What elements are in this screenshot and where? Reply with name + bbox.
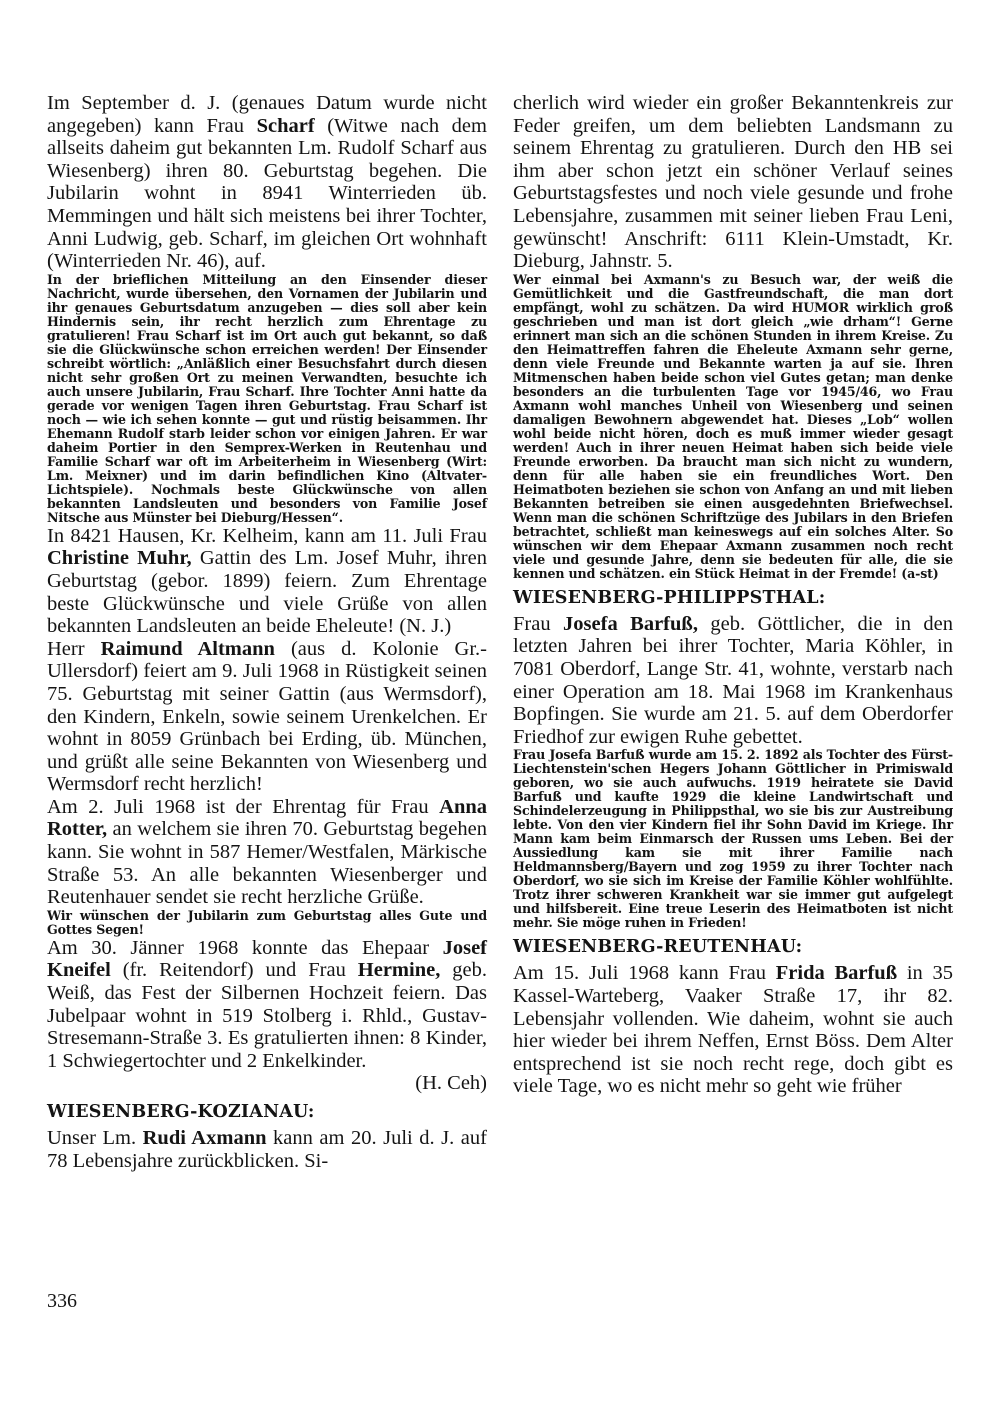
article-text: (Witwe nach dem allseits daheim gut bekannten Lm. Rudolf Scharf aus Wiesenberg) ihren 80. Geburtstag begehen. Die Jubilarin wohnt in 8941 Winterrieden üb. Memmingen und hält sich meistens bei ihrer Tochter, Anni Ludwig, geb. Scharf, im gleichen Ort wohnhaft (Winterrieden Nr. 46), auf. — [47, 114, 487, 273]
heading-philippsthal: WIESENBERG-PHILIPPSTHAL: — [513, 587, 826, 608]
note-axmann: Wer einmal bei Axmann's zu Besuch war, der weiß die Gemütlichkeit und die Gastfreundschaft, die man dort empfängt, wohl zu schätzen. Da wird HUMOR wirklich groß geschrieben und man ist dort gleich „wie drham“! Gerne erinnert man sich an die schönen Stunden in ihrem Kreise. Zu den Heimattreffen fahren die Eheleute Axmann sehr gerne, denn viele Freunde und Bekannte warten ja auf sie. Ihren Mitmenschen haben beide schon viel Gutes getan; man denke besonders an die turbulenten Tage vor 1945/46, wo Frau Axmann wohl manches Unheil von Wiesenberg und seinen damaligen Bewohnern abgewendet hat. Dieses „Lob“ wollen wohl beide nicht hören, doch es muß immer wieder gesagt werden! Auch in ihrer neuen Heimat haben sich beide viele Freunde erworben. Da braucht man sich nicht zu wundern, denn für alle haben sie ein freundliches Wort. Den Heimatboten beziehen sie schon von Anfang an und mit lieben Bekannten betreiben sie einen ausgedehnten Briefwechsel. Wenn man die schönen Schriftzüge des Jubilars in den Briefen betrachtet, schließt man keineswegs auf ein solches Alter. So wünschen wir dem Ehepaar Axmann zusammen noch recht viele und gesunde Jahre, denn sie bedeuten für alle, die sie kennen und schätzen. ein Stück Heimat in der Fremde! (a-st) — [513, 271, 953, 581]
article-text: an welchem sie ihren 70. Geburtstag begehen kann. Sie wohnt in 587 Hemer/Westfalen, Märkische Straße 53. An alle bekannten Wiesenberger und Reutenhauer sendet sie recht herzliche Grüße. — [47, 818, 487, 909]
person-name: Hermine, — [357, 959, 441, 982]
page-number: 336 — [47, 1290, 77, 1312]
article-text: Unser Lm. — [47, 1127, 143, 1149]
right-column — [513, 92, 953, 1098]
person-name: Christine Muhr, — [47, 547, 192, 570]
article-text: Im September d. J. (genaues Datum wurde nicht angegeben) kann Frau — [47, 92, 487, 137]
article-text: Am 30. Jänner 1968 konnte das Ehepaar — [47, 936, 443, 959]
article-text: (fr. Reitendorf) und Frau — [110, 959, 358, 982]
article-scharf — [47, 92, 487, 273]
article-text: geb. Weiß, das Fest der Silbernen Hochzeit feiern. Das Jubelpaar wohnt in 519 Stolberg i. Rhld., Gustav-Stresemann-Straße 3. Es gratulierten ihnen: 8 Kinder, 1 Schwiegertochter und 2 Enkelkinder. — [47, 959, 487, 1072]
article-text: Frau — [513, 612, 564, 635]
person-name: Josefa Barfuß, — [563, 612, 698, 635]
article-text: geb. Göttlicher, die in den letzten Jahren bei ihrer Tochter, Maria Köhler, in 7081 Oberdorf, Lange Str. 41, wohnte, verstarb nach einer Operation am 18. Mai 1968 im Krankenhaus Bopfingen. Sie wurde am 21. 5. auf dem Oberdorfer Friedhof zur ewigen Ruhe gebettet. — [513, 612, 954, 748]
article-text: kann am 20. Juli d. J. auf 78 Lebensjahre zurückblicken. Si- — [47, 1127, 487, 1172]
article-text: Gattin des Lm. Josef Muhr, ihren Geburtstag (gebor. 1899) feiern. Zum Ehrentage beste Glückwünsche und viele Grüße von allen bekannten Landsleuten an beide Eheleute! (N. J.) — [47, 547, 487, 638]
article-text: (aus d. Kolonie Gr.-Ullersdorf) feiert am 9. Juli 1968 in Rüstigkeit seinen 75. Geburtstag mit seiner Gattin (aus Wermsdorf), den Kindern, Enkeln, sowie seinem Urenkelchen. Er wohnt in 8059 Grünbach bei Erding, üb. München, und grüßt alle seine Bekannten von Wiesenberg und Wermsdorf recht herzlich! — [47, 637, 488, 796]
article-text: Am 2. Juli 1968 ist der Ehrentag für Frau — [47, 795, 440, 818]
article-text: Herr — [47, 637, 101, 660]
person-name: Raimund Altmann — [100, 637, 275, 660]
person-name: Frida Barfuß — [775, 962, 898, 985]
article-barfuss-frida — [513, 962, 953, 1098]
person-name: Rudi Axmann — [142, 1127, 267, 1149]
article-text: in 35 Kassel-Warteberg, Vaaker Straße 17, ihr 82. Lebensjahr vollenden. Wie daheim, wohnt sie auch hier wieder bei ihrem Neffen, Ernst Böss. Dem Alter entsprechend ist sie noch recht rege, doch gibt es viele Tage, wo es nicht mehr so geht wie früher — [513, 962, 953, 1098]
article-axmann-continued: cherlich wird wieder ein großer Bekanntenkreis zur Feder greifen, um dem beliebten Landsmann zu seinem Ehrentag zu gratulieren. Durch den HB sei ihm aber schon jetzt ein schöner Verlauf seines Geburtstagsfestes und noch viele gesunde und frohe Lebensjahre, zusammen mit seiner lieben Frau Leni, gewünscht! Anschrift: 6111 Klein-Umstadt, Kr. Dieburg, Jahnstr. 5. — [513, 92, 953, 273]
article-axmann — [47, 1127, 487, 1172]
heading-reutenhau: WIESENBERG-REUTENHAU: — [513, 937, 803, 958]
person-name: Anna Rotter, — [47, 795, 487, 841]
note-scharf: In der brieflichen Mitteilung an den Einsender dieser Nachricht, wurde übersehen, den Vornamen der Jubilarin und ihr genaues Geburtsdatum anzugeben — dies soll aber kein Hindernis sein, ihr recht herzlich zum Ehrentage zu gratulieren! Frau Scharf ist im Ort auch gut bekannt, so daß sie die Glückwünsche schon erreichen werden! Der Einsender schreibt wörtlich: „Anläßlich einer Besuchsfahrt durch diesen nicht sehr großen Ort zu meinen Verwandten, besuchte ich auch unsere Jubilarin, Frau Scharf. Ihre Tochter Anni hatte da gerade vor wenigen Tagen ihren Geburtstag. Frau Scharf ist noch — wie ich sehen konnte — gut und rüstig beisammen. Ihr Ehemann Rudolf starb leider schon vor einigen Jahren. Er war daheim Portier in den Semprex-Werken in Reutenhau und Familie Scharf war oft im Arbeiterheim in Wiesenberg (Wirt: Lm. Meixner) und im darin befindlichen Kino (Altvater-Lichtspiele). Nochmals beste Glückwünsche von allen bekannten Landsleuten und besonders von Familie Josef Nitsche aus Münster bei Dieburg/Hessen“. — [47, 271, 487, 525]
article-text: In 8421 Hausen, Kr. Kelheim, kann am 11. Juli Frau — [47, 524, 487, 547]
article-text: Am 15. Juli 1968 kann Frau — [513, 962, 776, 985]
article-rotter — [47, 796, 487, 909]
article-kneifel — [47, 937, 487, 1073]
article-muhr — [47, 525, 487, 638]
note-barfuss: Frau Josefa Barfuß wurde am 15. 2. 1892 als Tochter des Fürst-Liechtenstein'schen Hegers Johann Göttlicher in Primiswald geboren, wo sie auch aufwuchs. 1919 heiratete sie David Barfuß und kaufte 1929 die kleine Landwirtschaft und Schindelerzeugung in Philippsthal, wo sie bis zur Austreibung lebte. Von den vier Kindern fiel ihr Sohn David im Kriege. Ihr Mann kam beim Einmarsch der Russen ums Leben. Bei der Aussiedlung kam sie mit ihrer Familie nach Heldmannsberg/Bayern und zog 1959 zu ihrer Tochter nach Oberdorf, wo sie sich im Kreise der Familie Köhler wohlfühlte. Trotz ihrer schweren Krankheit war sie immer gut aufgelegt und hilfsbereit. Eine treue Leserin des Heimatboten ist nicht mehr. Sie möge ruhen in Frieden! — [513, 747, 953, 931]
person-name: Scharf — [256, 114, 315, 137]
article-barfuss-josefa — [513, 613, 953, 749]
note-rotter: Wir wünschen der Jubilarin zum Geburtstag alles Gute und Gottes Segen! — [47, 907, 487, 937]
heading-kozianau: WIESENBERG-KOZIANAU: — [47, 1102, 315, 1122]
person-name: Josef Kneifel — [47, 936, 487, 982]
signature-ceh: (H. Ceh) — [415, 1072, 487, 1095]
left-column — [47, 92, 487, 1172]
article-altmann — [47, 638, 487, 796]
